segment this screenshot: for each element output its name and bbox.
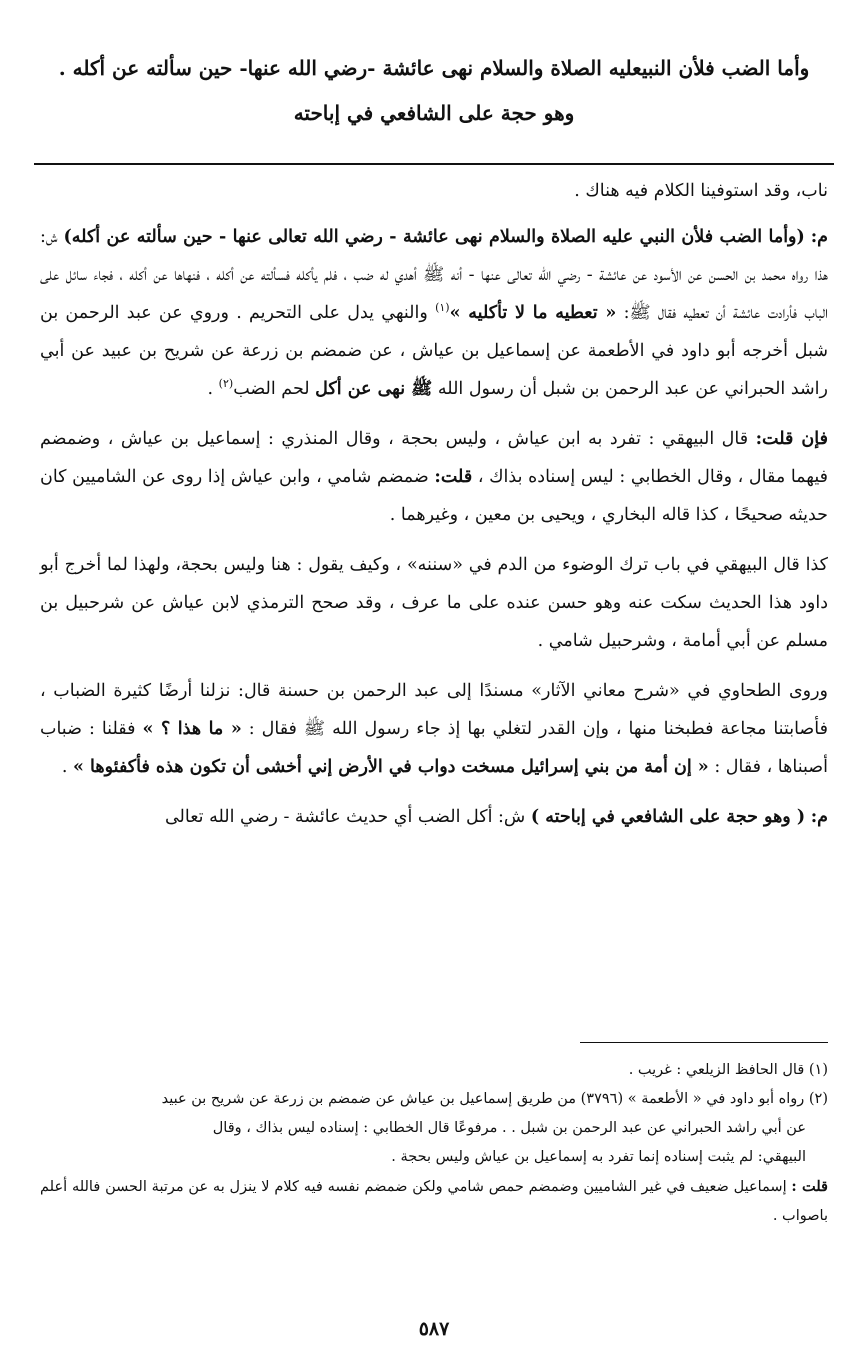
objection-label: فإن قلت: (755, 429, 828, 449)
editor-note-text: إسماعيل ضعيف في غير الشاميين وضمضم حمص شامي ولكن ضمضم نفسه فيه كلام لا ينزل به عن مرتبة الحسن فالله أعلم باصواب . (40, 1179, 828, 1224)
matn-line-2: وهو حجة على الشافعي في إباحته (293, 101, 575, 125)
footnotes (40, 1056, 828, 1231)
matn-marker: م: (810, 227, 828, 247)
opening-line: ناب، وقد استوفينا الكلام فيه هناك . (574, 181, 828, 201)
page-number: ٥٨٧ (418, 1318, 450, 1340)
commentary-text: لحم الضب (233, 379, 310, 399)
paragraph-1 (40, 218, 828, 408)
matn-line-1: وأما الضب فلأن النبيعليه الصلاة والسلام نهى عائشة -رضي الله عنها- حين سألته عن أكله . (58, 56, 810, 80)
hadith-quote: « إن أمة من بني إسرائيل مسخت دواب في الأرض إني أخشى أن تكون هذه فأكفئوها » (73, 757, 709, 777)
objection-text: قال البيهقي : تفرد به ابن عياش ، وليس بحجة ، وقال المنذري : إسماعيل بن عياش ، وضمضم فيهما مقال ، وقال الخطابي : ليس إسناده بذاك ، (40, 429, 828, 487)
footnote-marker-2[interactable]: (٢) (218, 377, 234, 391)
footnote-2-line-3: البيهقي: لم يثبت إسناده إنما تفرد به إسماعيل بن عياش وليس بحجة . (391, 1149, 806, 1165)
commentary-text: وروى الطحاوي في «شرح معاني الآثار» مسندًا إلى عبد الرحمن بن حسنة قال: نزلنا أرضًا كثيرة الضباب ، فأصابتنا مجاعة فطبخنا منها ، وإن القدر لتغلي بها إذ جاء رسول الله ﷺ فقال : (40, 681, 828, 739)
hadith-quote: « ما هذا ؟ » (142, 719, 242, 739)
commentary-body (40, 172, 828, 848)
sentence-end: . (61, 757, 68, 777)
matn-marker: م: (810, 807, 828, 827)
sentence-end: . (207, 379, 214, 399)
paragraph-5 (40, 798, 828, 836)
editor-note (40, 1172, 828, 1231)
hadith-quote: « تعطيه ما لا تأكليه » (449, 303, 617, 323)
paragraph-3: كذا قال البيهقي في باب ترك الوضوء من الدم في «سننه» ، وكيف يقول : هنا وليس بحجة، ولهذا لما أخرج أبو داود هذا الحديث سكت عنه وهو حسن عنده على ما عرف ، وقد صحح الترمذي لابن عياش عن شرحبيل بن مسلم عن أبي أمامة ، وشرحبيل شامي . (40, 555, 828, 651)
commentary-text: فقلنا : ضباب أصبناها ، فقال : (40, 719, 828, 777)
footnote-1: (١) قال الحافظ الزيلعي : غريب . (628, 1062, 828, 1078)
reply-text: ضمضم شامي ، وابن عياش إذا روى عن الشاميين كان حديثه صحيحًا ، كذا قاله البخاري ، ويحيى بن معين ، وغيرهما . (40, 467, 828, 525)
hadith-phrase: ﷺ نهى عن أكل (315, 379, 433, 399)
editor-note-label: قلت : (791, 1178, 828, 1195)
commentary-text: والنهي يدل على التحريم . وروي عن عبد الرحمن بن شبل أخرجه أبو داود في الأطعمة عن إسماعيل بن عياش ، عن ضمضم بن زرعة عن شريح بن عبيد عن أبي راشد الحبراني عن عبد الرحمن بن شبل أن رسول الله (40, 303, 828, 399)
footnote-2-line-2: عن أبي راشد الحبراني عن عبد الرحمن بن شبل . . مرفوعًا قال الخطابي : إسناده ليس بذاك ، وقال (212, 1120, 806, 1136)
header-divider (34, 163, 834, 165)
footnote-divider (580, 1042, 828, 1043)
reply-label: قلت: (434, 467, 473, 487)
footnote-marker-1[interactable]: (١) (435, 301, 450, 315)
matn-quote: ( وهو حجة على الشافعي في إباحته ) (530, 807, 806, 827)
matn-quote: (وأما الضب فلأن النبي عليه الصلاة والسلام نهى عائشة - رضي الله تعالى عنها - حين سألته عن أكله) (63, 227, 805, 247)
commentary-text: ش: أكل الضب أي حديث عائشة - رضي الله تعالى (164, 807, 526, 827)
matn-header (40, 46, 828, 136)
paragraph-4 (40, 672, 828, 786)
paragraph-2 (40, 420, 828, 534)
commentary-text: ش: هذا رواه محمد بن الحسن عن الأسود عن عائشة - رضي الله تعالى عنها - أنه ﷺ أهدي له ضب ، فلم يأكله فسألته عن أكله ، فنهاها عن أكله ، فجاء سائل على الباب فأرادت عائشة أن تعطيه فقال ﷺ: (40, 227, 828, 323)
footnote-2-line-1: (٢) رواه أبو داود في « الأطعمة » (٣٧٩٦) من طريق إسماعيل بن عياش عن ضمضم بن زرعة عن شريح بن عبيد (161, 1091, 828, 1107)
